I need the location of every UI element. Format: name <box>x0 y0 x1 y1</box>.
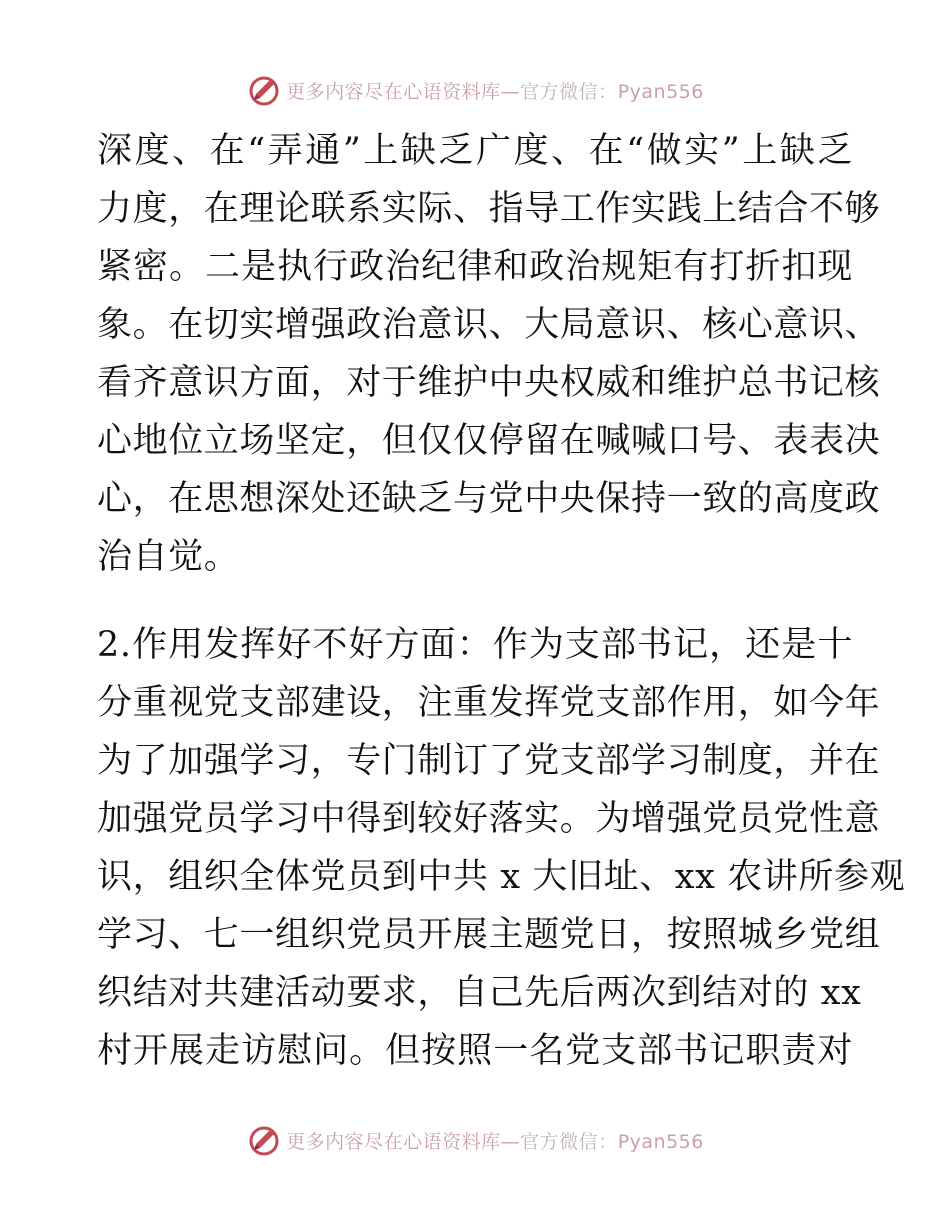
text-line: 2.作用发挥好不好方面：作为支部书记，还是十 <box>97 625 853 665</box>
text-line: 紧密。二是执行政治纪律和政治规矩有打折扣现 <box>97 247 853 287</box>
text-line: 深度、在“弄通”上缺乏广度、在“做实”上缺乏 <box>97 131 853 171</box>
watermark-dash: — <box>500 80 521 103</box>
watermark-label: 官方微信： <box>520 1130 618 1153</box>
watermark-text <box>286 1127 704 1154</box>
watermark-main: 更多内容尽在心语资料库 <box>286 80 501 103</box>
footer-watermark <box>0 1120 950 1160</box>
text-line: 治自觉。 <box>97 537 240 577</box>
paragraph-2 <box>97 616 906 1080</box>
text-line: 分重视党支部建设，注重发挥党支部作用，如今年 <box>97 683 881 723</box>
paragraph-gap <box>97 586 853 616</box>
text-line: 村开展走访慰问。但按照一名党支部书记职责对 <box>97 1031 853 1071</box>
text-line: 为了加强学习，专门制订了党支部学习制度，并在 <box>97 741 881 781</box>
watermark-text <box>286 77 704 104</box>
watermark-id: Pyan556 <box>617 1130 704 1153</box>
paragraph-1 <box>97 122 881 586</box>
text-line: 力度，在理论联系实际、指导工作实践上结合不够 <box>97 189 881 229</box>
text-line: 加强党员学习中得到较好落实。为增强党员党性意 <box>97 799 881 839</box>
watermark-dash: — <box>500 1130 521 1153</box>
document-body <box>97 122 906 1080</box>
pen-logo-icon <box>246 72 282 108</box>
pen-logo-icon <box>246 1122 282 1158</box>
text-line: 看齐意识方面，对于维护中央权威和维护总书记核 <box>97 363 881 403</box>
watermark-label: 官方微信： <box>520 80 618 103</box>
text-line: 心地位立场坚定，但仅仅停留在喊喊口号、表表决 <box>97 421 881 461</box>
text-line: 象。在切实增强政治意识、大局意识、核心意识、 <box>97 305 881 345</box>
text-line: 学习、七一组织党员开展主题党日，按照城乡党组 <box>97 915 881 955</box>
text-line: 心，在思想深处还缺乏与党中央保持一致的高度政 <box>97 479 881 519</box>
watermark-id: Pyan556 <box>617 80 704 103</box>
watermark-main: 更多内容尽在心语资料库 <box>286 1130 501 1153</box>
text-line: 识，组织全体党员到中共 x 大旧址、xx 农讲所参观 <box>97 857 906 897</box>
header-watermark <box>0 70 950 110</box>
text-line: 织结对共建活动要求，自己先后两次到结对的 xx <box>97 973 862 1013</box>
